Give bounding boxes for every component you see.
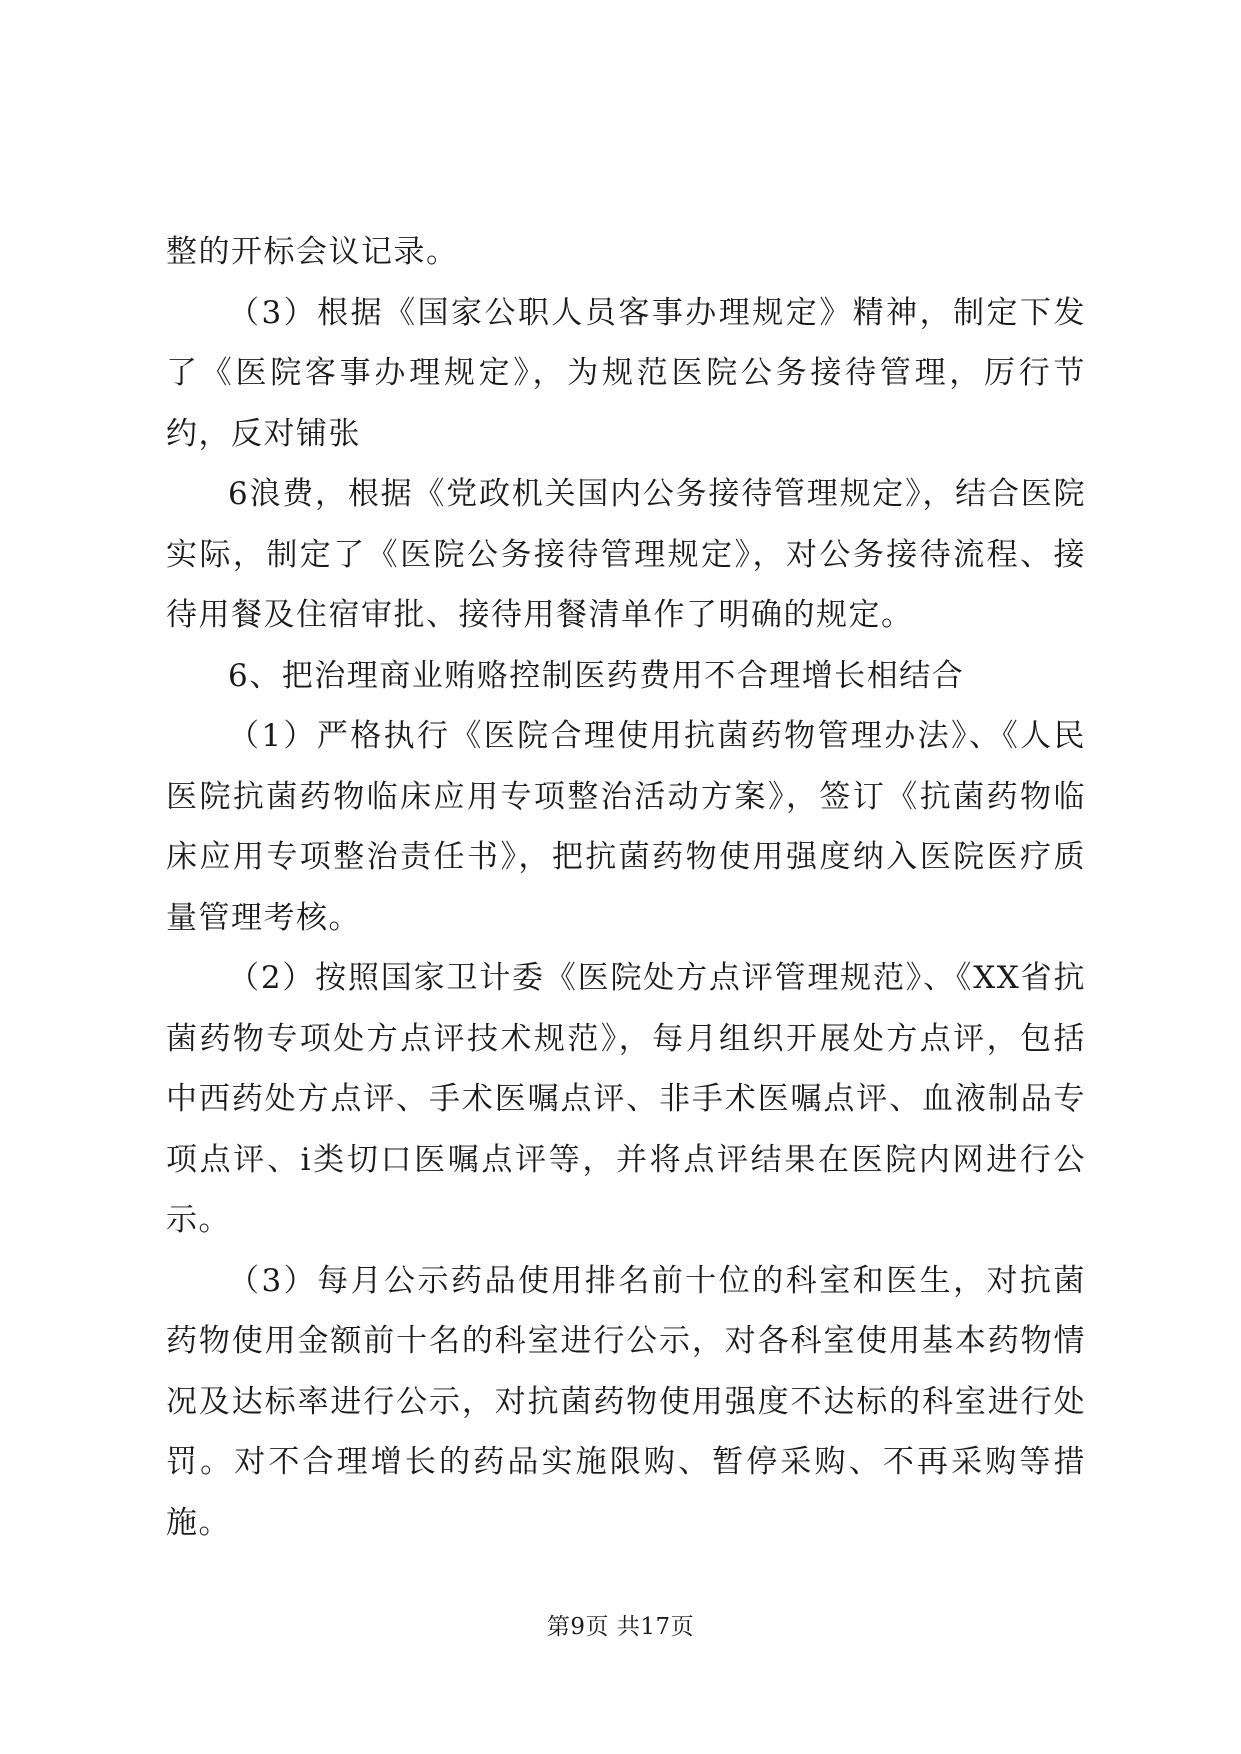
paragraph-6: （2）按照国家卫计委《医院处方点评管理规范》、《XX省抗菌药物专项处方点评技术规范》，每月组织开展处方点评，包括中西药处方点评、手术医嘱点评、非手术医嘱点评、血液制品专项点评、i类切口医嘱点评等，并将点评结果在医院内网进行公示。 (166, 960, 1086, 1238)
paragraph-4: 6、把治理商业贿赂控制医药费用不合理增长相结合 (228, 657, 965, 694)
document-body (166, 222, 1086, 1553)
paragraph-3: 6浪费，根据《党政机关国内公务接待管理规定》，结合医院实际，制定了《医院公务接待管理规定》，对公务接待流程、接待用餐及住宿审批、接待用餐清单作了明确的规定。 (166, 476, 1086, 633)
paragraph-2: （3）根据《国家公职人员客事办理规定》精神，制定下发了《医院客事办理规定》，为规范医院公务接待管理，厉行节约，反对铺张 (166, 294, 1086, 452)
page-number-footer: 第9页 共17页 (546, 1614, 695, 1640)
paragraph-5: （1）严格执行《医院合理使用抗菌药物管理办法》、《人民医院抗菌药物临床应用专项整治活动方案》，签订《抗菌药物临床应用专项整治责任书》，把抗菌药物使用强度纳入医院医疗质量管理考核。 (166, 718, 1086, 936)
paragraph-1: 整的开标会议记录。 (166, 234, 459, 270)
paragraph-7: （3）每月公示药品使用排名前十位的科室和医生，对抗菌药物使用金额前十名的科室进行公示，对各科室使用基本药物情况及达标率进行公示，对抗菌药物使用强度不达标的科室进行处罚。对不合理增长的药品实施限购、暂停采购、不再采购等措施。 (166, 1262, 1086, 1541)
